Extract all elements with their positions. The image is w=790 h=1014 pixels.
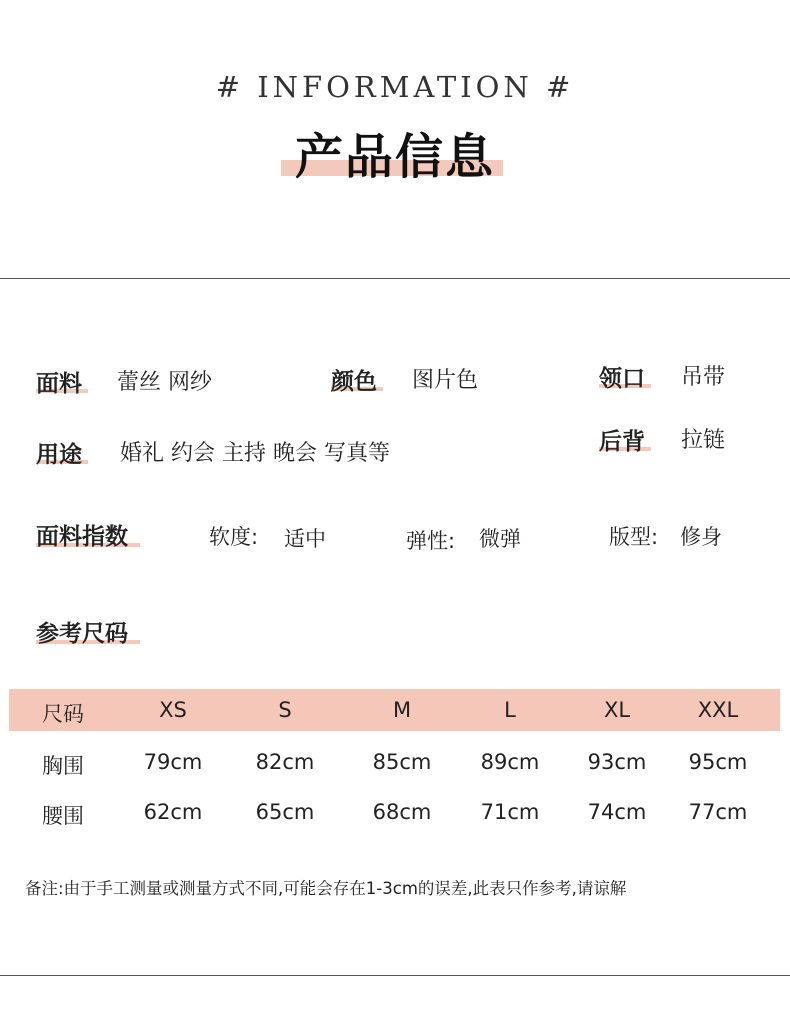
size-header-cell: M	[392, 698, 412, 722]
size-header-cell: XL	[603, 698, 631, 722]
table-row-label: 胸围	[42, 754, 84, 778]
size-header-cell: XXL	[697, 698, 739, 722]
softness-value: 适中	[284, 527, 326, 551]
neckline-label: 领口	[599, 366, 645, 392]
fit-value: 修身	[680, 525, 722, 549]
usage-label: 用途	[36, 442, 82, 468]
size-header-cell: S	[278, 698, 292, 722]
usage-value: 婚礼 约会 主持 晚会 写真等	[120, 441, 390, 466]
table-cell: 68cm	[372, 800, 432, 824]
bottom-divider	[0, 975, 790, 976]
table-cell: 62cm	[143, 800, 203, 824]
table-row-label: 腰围	[42, 804, 84, 828]
table-cell: 74cm	[587, 800, 647, 824]
table-cell: 85cm	[372, 750, 432, 774]
color-value: 图片色	[412, 368, 479, 393]
table-cell: 93cm	[587, 750, 647, 774]
back-value: 拉链	[681, 428, 726, 453]
elasticity-label: 弹性:	[406, 529, 456, 553]
back-label: 后背	[599, 429, 645, 455]
neckline-value: 吊带	[681, 365, 726, 390]
size-header-cell: XS	[159, 698, 187, 722]
fabric-index-label: 面料指数	[36, 524, 128, 550]
elasticity-value: 微弹	[479, 527, 521, 551]
fabric-value: 蕾丝 网纱	[117, 370, 212, 395]
fabric-label: 面料	[36, 371, 82, 397]
table-cell: 79cm	[143, 750, 203, 774]
table-cell: 82cm	[255, 750, 315, 774]
size-header-cell: 尺码	[42, 702, 84, 726]
table-cell: 71cm	[480, 800, 540, 824]
color-label: 颜色	[331, 369, 377, 395]
english-title: # INFORMATION #	[215, 70, 575, 104]
table-cell: 65cm	[255, 800, 315, 824]
fit-label: 版型:	[609, 525, 659, 549]
size-reference-label: 参考尺码	[36, 621, 128, 647]
size-header-cell: L	[504, 698, 516, 722]
top-divider	[0, 278, 790, 279]
table-cell: 89cm	[480, 750, 540, 774]
softness-label: 软度:	[209, 525, 259, 549]
size-note: 备注:由于手工测量或测量方式不同,可能会存在1-3cm的误差,此表只作参考,请谅解	[25, 879, 627, 898]
table-cell: 95cm	[688, 750, 748, 774]
table-cell: 77cm	[688, 800, 748, 824]
page-title: 产品信息	[294, 129, 495, 185]
